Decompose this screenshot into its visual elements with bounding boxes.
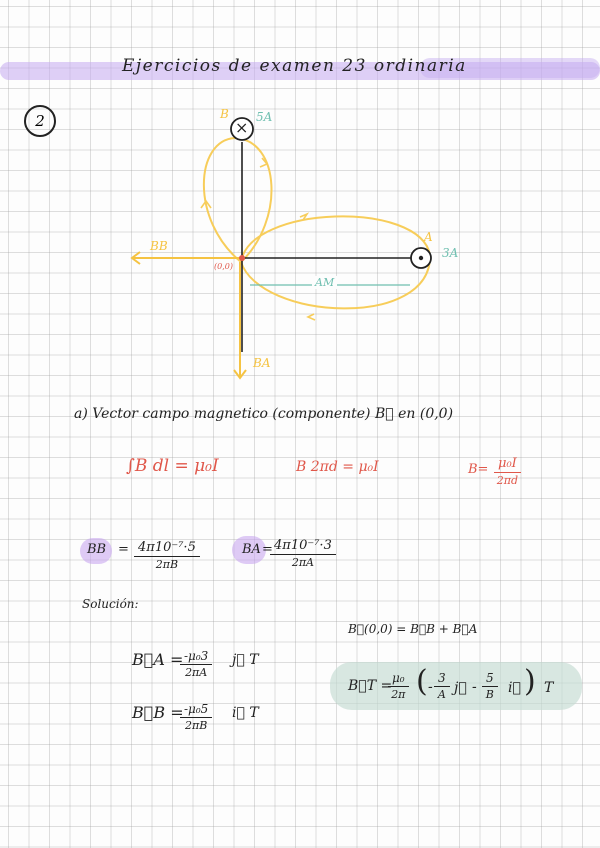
ba-solution-lhs: B⃗A = <box>132 650 184 669</box>
bt-term2-num: 5 <box>482 670 498 687</box>
bt-term2 <box>482 670 498 703</box>
wire-a-label: A <box>424 230 433 244</box>
origin-label: (0,0) <box>214 262 233 271</box>
bb-label: BB <box>150 239 168 253</box>
ba-solution-den: 2πA <box>185 666 208 679</box>
part-a-heading: a) Vector campo magnetico (componente) B⃗ en (0,0) <box>74 406 454 422</box>
bb-solution-lhs: B⃗B = <box>132 703 184 722</box>
bb-solution-den: 2πB <box>185 719 208 732</box>
problem-number: 2 <box>35 112 45 130</box>
field-formula-lhs: B= <box>468 462 489 477</box>
loop-arrow <box>308 314 315 320</box>
ba-calc-den: 2πA <box>291 556 314 569</box>
field-formula-num: μ₀I <box>494 456 521 473</box>
bb-calc-lhs: BB <box>87 542 107 557</box>
wire-b-symbol: × <box>235 118 249 137</box>
field-loop-b <box>204 138 272 262</box>
ba-solution-fraction <box>180 648 212 681</box>
field-loop-a <box>241 216 430 308</box>
bb-calc-eq: = <box>118 542 129 557</box>
bb-solution-num: -μ₀5 <box>180 701 212 718</box>
bt-minus-2: - <box>472 679 477 695</box>
bb-solution-fraction <box>180 701 212 734</box>
ba-calc-fraction <box>270 538 336 571</box>
field-diagram <box>0 0 600 400</box>
bb-calc-den: 2πB <box>155 558 179 571</box>
wire-a-dot <box>419 256 423 260</box>
bt-prefactor-num: μ₀ <box>388 670 409 687</box>
bb-calc-num: 4π10⁻⁷·5 <box>134 540 200 557</box>
bt-term2-den: B <box>485 688 494 701</box>
bt-open-paren: ( <box>416 664 428 699</box>
field-sum: B⃗(0,0) = B⃗B + B⃗A <box>348 622 478 636</box>
bb-calc-fraction <box>134 540 200 573</box>
ba-calc-eq: = <box>262 542 273 557</box>
field-formula-fraction <box>494 456 521 489</box>
bb-solution-unit: i⃗ T <box>232 705 259 721</box>
bt-term1 <box>434 670 450 703</box>
ba-calc-lhs: BA <box>242 542 261 557</box>
ampere-law-integrated: B 2πd = μ₀I <box>296 459 379 475</box>
bt-term1-den: A <box>437 688 446 701</box>
bt-term1-num: 3 <box>434 670 450 687</box>
wire-a-current: 3A <box>442 246 459 260</box>
bt-close-paren: ) <box>524 664 536 699</box>
ba-solution-num: -μ₀3 <box>180 648 212 665</box>
bt-i-vector: i⃗ <box>508 680 521 696</box>
wire-b-label: B <box>220 107 229 121</box>
ba-label: BA <box>253 356 271 370</box>
ampere-law: ∫B dl = μ₀I <box>126 456 219 476</box>
bt-prefactor-den: 2π <box>391 688 406 701</box>
wire-b-current: 5A <box>256 110 273 124</box>
ba-solution-unit: j⃗ T <box>232 652 259 668</box>
solution-label: Solución: <box>82 597 139 611</box>
bt-minus-1: - <box>428 679 433 695</box>
am-label: AM <box>312 276 337 289</box>
page-title: Ejercicios de examen 23 ordinaria <box>122 56 467 76</box>
origin-point <box>239 255 245 261</box>
bt-j-vector: j⃗ <box>454 680 467 696</box>
bt-prefactor <box>388 670 409 703</box>
field-formula-den: 2πd <box>496 474 519 487</box>
bt-lhs: B⃗T = <box>348 678 393 694</box>
bt-unit: T <box>544 680 554 696</box>
ba-calc-num: 4π10⁻⁷·3 <box>270 538 336 555</box>
